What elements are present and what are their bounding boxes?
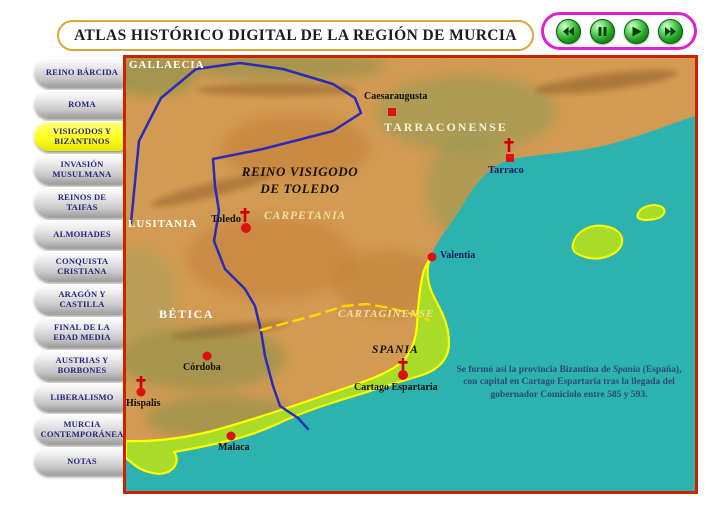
sidebar-item-liberalismo[interactable]: LIBERALISMO (34, 383, 126, 411)
map (123, 55, 698, 494)
city-label-hispalis: Hispalis (126, 398, 161, 409)
sidebar-item-reinos-de-taifas[interactable]: REINOS DE TAIFAS (34, 187, 126, 217)
note-italic: Spania (612, 365, 641, 375)
city-label-caesaraugusta: Caesaraugusta (364, 91, 428, 102)
cordoba-marker (203, 352, 212, 361)
pause-button[interactable] (590, 19, 615, 44)
kingdom-label-line2: DE TOLEDO (260, 180, 340, 196)
city-label-malaca: Malaca (218, 442, 250, 453)
tarraco-marker (506, 154, 514, 162)
hispalis-marker (137, 388, 146, 397)
sidebar-item-reino-barcida[interactable]: REINO BÁRCIDA (34, 57, 126, 87)
city-label-toledo: Toledo (211, 214, 241, 225)
city-label-valentia: Valentia (440, 250, 476, 261)
byzantine-note (456, 364, 682, 401)
region-label-cartaginense: CARTAGINENSE (338, 308, 435, 320)
toledo-marker (241, 223, 251, 233)
city-label-cartago: Cartago Espartaria (354, 382, 438, 393)
city-label-cordoba: Córdoba (183, 362, 221, 373)
caesaraugusta-marker (388, 108, 396, 116)
pause-icon (597, 26, 608, 37)
page-title: ATLAS HISTÓRICO DIGITAL DE LA REGIÓN DE MURCIA (57, 20, 534, 51)
sidebar-item-final-edad-media[interactable]: FINAL DE LA EDAD MEDIA (34, 317, 126, 347)
sidebar-item-aragon-y-castilla[interactable]: ARAGÓN Y CASTILLA (34, 284, 126, 314)
sidebar-item-murcia-contemporanea[interactable]: MURCIA CONTEMPORÁNEA (34, 414, 126, 444)
fast-forward-icon (664, 26, 677, 37)
valentia-marker (428, 253, 437, 262)
kingdom-label (238, 164, 362, 198)
rewind-button[interactable] (556, 19, 581, 44)
malaca-marker (227, 432, 236, 441)
region-label-tarraconense: TARRACONENSE (384, 120, 508, 134)
cartago-marker (398, 370, 408, 380)
sidebar-item-austrias-y-borbones[interactable]: AUSTRIAS Y BORBONES (34, 350, 126, 380)
note-part2: (España), con capital en Cartago Espartaria tras la llegada del gobernador Comiciolo entre 585 y 593. (463, 365, 682, 400)
city-label-tarraco: Tarraco (488, 165, 524, 176)
player-controls (541, 12, 697, 50)
region-label-lusitania: LUSITANIA (128, 218, 198, 230)
fast-forward-button[interactable] (658, 19, 683, 44)
region-label-gallaecia: GALLAECIA (129, 59, 205, 71)
play-icon (631, 26, 642, 37)
sidebar-item-conquista-cristiana[interactable]: CONQUISTA CRISTIANA (34, 251, 126, 281)
region-label-betica: BÉTICA (159, 307, 215, 321)
sidebar-item-visigodos-bizantinos[interactable]: VISIGODOS Y BIZANTINOS (34, 121, 126, 151)
region-label-carpetania: CARPETANIA (264, 210, 347, 222)
rewind-icon (562, 26, 575, 37)
sidebar-item-notas[interactable]: NOTAS (34, 447, 126, 475)
sidebar (34, 57, 126, 475)
sidebar-item-almohades[interactable]: ALMOHADES (34, 220, 126, 248)
sidebar-item-roma[interactable]: ROMA (34, 90, 126, 118)
play-button[interactable] (624, 19, 649, 44)
note-part1: Se formó así la provincia Bizantina de (456, 365, 613, 375)
sidebar-item-invasion-musulmana[interactable]: INVASIÓN MUSULMANA (34, 154, 126, 184)
region-label-spania: SPANIA (372, 344, 419, 356)
kingdom-label-line1: REINO VISIGODO (241, 164, 359, 179)
